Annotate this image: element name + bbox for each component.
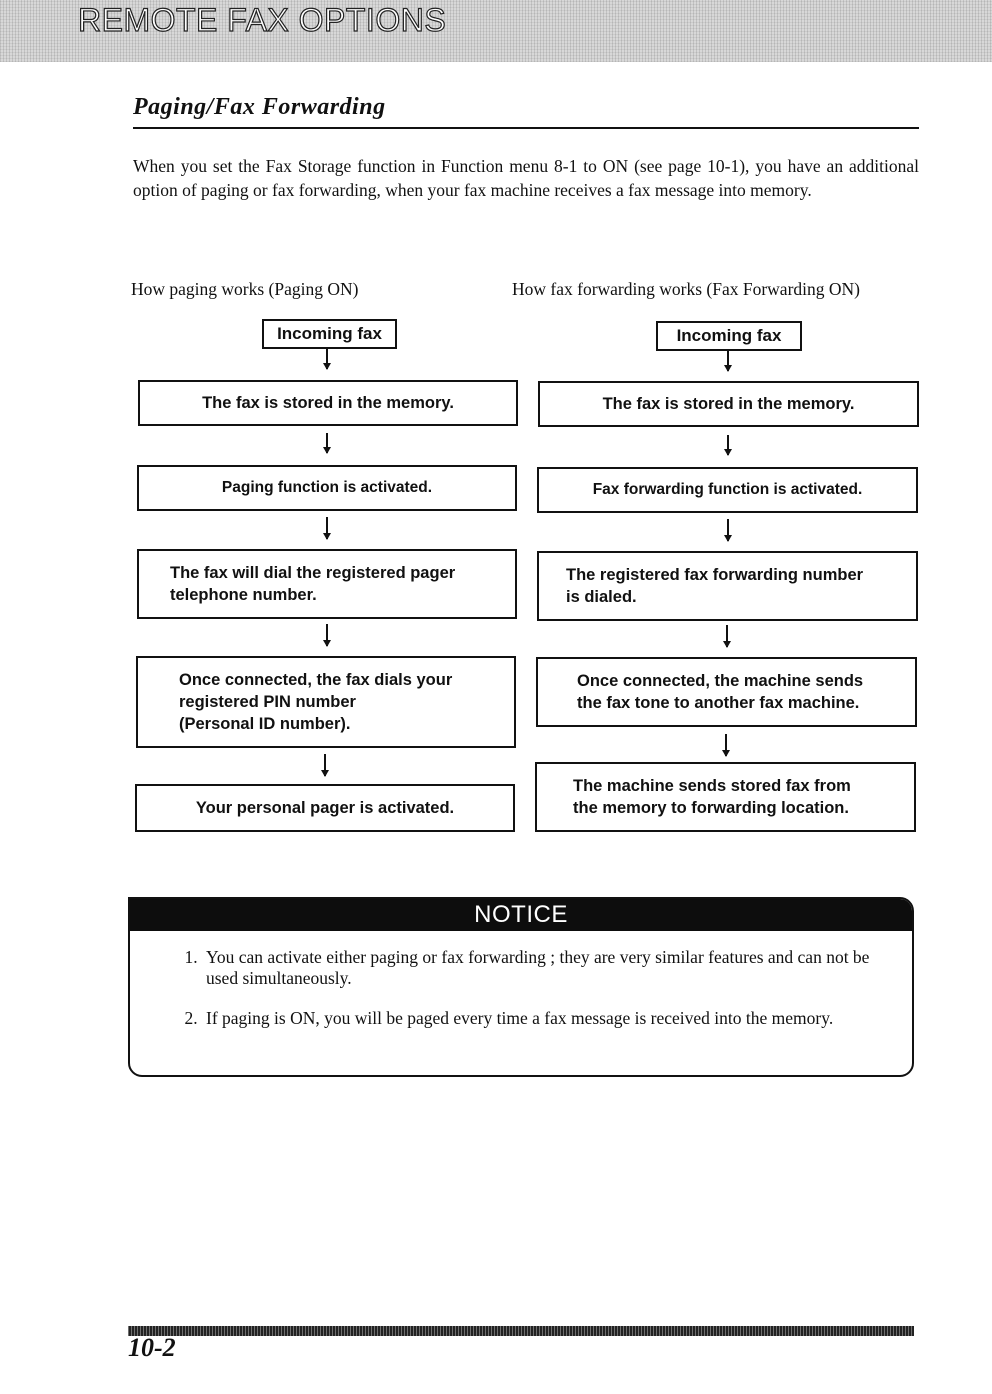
notice-item: 2. If paging is ON, you will be paged every time a fax message is received into the memory. bbox=[202, 1008, 872, 1029]
paging-incoming-fax: Incoming fax bbox=[262, 319, 397, 349]
arrow-icon bbox=[326, 624, 328, 646]
paging-step-1: The fax is stored in the memory. bbox=[138, 380, 518, 426]
arrow-icon bbox=[324, 754, 326, 776]
arrow-icon bbox=[726, 625, 728, 647]
forwarding-step-3: The registered fax forwarding number is dialed. bbox=[537, 551, 918, 621]
arrow-icon bbox=[727, 519, 729, 541]
paging-step-2: Paging function is activated. bbox=[137, 465, 517, 511]
forwarding-column-label: How fax forwarding works (Fax Forwarding ON) bbox=[512, 279, 860, 299]
paging-step-5: Your personal pager is activated. bbox=[135, 784, 515, 832]
paging-step-3: The fax will dial the registered pager telephone number. bbox=[137, 549, 517, 619]
section-divider bbox=[133, 127, 919, 129]
forwarding-step-2: Fax forwarding function is activated. bbox=[537, 467, 918, 513]
chapter-title: REMOTE FAX OPTIONS bbox=[78, 2, 447, 38]
forwarding-step-1: The fax is stored in the memory. bbox=[538, 381, 919, 427]
page-number: 10-2 bbox=[128, 1333, 176, 1362]
forwarding-step-5: The machine sends stored fax from the memory to forwarding location. bbox=[535, 762, 916, 832]
arrow-icon bbox=[326, 517, 328, 539]
paging-column-label: How paging works (Paging ON) bbox=[131, 279, 359, 299]
notice-box bbox=[128, 897, 914, 1077]
arrow-icon bbox=[727, 349, 729, 371]
header-band bbox=[0, 0, 992, 62]
footer-band bbox=[128, 1326, 914, 1336]
notice-list bbox=[202, 947, 872, 1029]
forwarding-step-4: Once connected, the machine sends the fax tone to another fax machine. bbox=[536, 657, 917, 727]
forwarding-incoming-fax: Incoming fax bbox=[656, 321, 802, 351]
intro-paragraph: When you set the Fax Storage function in Function menu 8-1 to ON (see page 10-1), you have an additional option of paging or fax forwarding, when your fax machine receives a fax message into memory. bbox=[133, 156, 919, 200]
paging-step-4: Once connected, the fax dials your registered PIN number (Personal ID number). bbox=[136, 656, 516, 748]
arrow-icon bbox=[725, 734, 727, 756]
arrow-icon bbox=[326, 347, 328, 369]
arrow-icon bbox=[727, 435, 729, 455]
notice-title: NOTICE bbox=[130, 899, 912, 931]
section-title: Paging/Fax Forwarding bbox=[133, 94, 386, 120]
arrow-icon bbox=[326, 433, 328, 453]
notice-item: 1. You can activate either paging or fax forwarding ; they are very similar features and can not be used simultaneously. bbox=[202, 947, 872, 989]
